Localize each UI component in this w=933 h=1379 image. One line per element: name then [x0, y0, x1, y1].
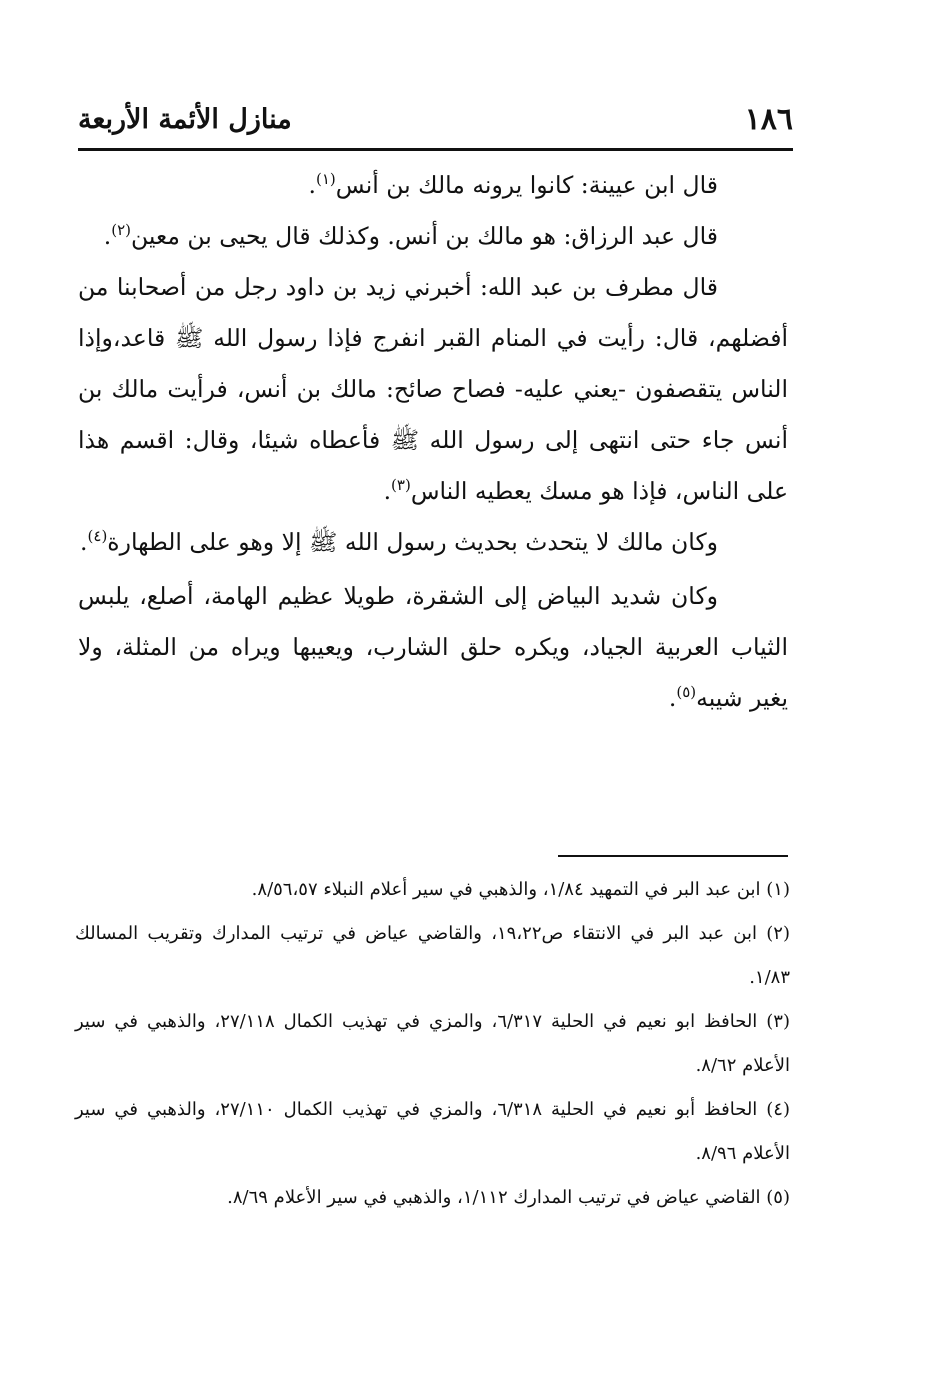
page-number: ١٨٦	[744, 102, 793, 137]
paragraph: قال عبد الرزاق: هو مالك بن أنس. وكذلك قال يحيى بن معين$^{(٢)}$.	[103, 221, 718, 250]
footnote: (٣) الحافظ ابو نعيم في الحلية ٦/٣١٧، والمزي في تهذيب الكمال ٢٧/١١٨، والذهبي في سير الأعلام ٨/٦٢.	[75, 1011, 790, 1076]
paragraph: وكان مالك لا يتحدث بحديث رسول الله ﷺ إلا وهو على الطهارة$^{(٤)}$.	[80, 527, 718, 556]
running-title: منازل الأئمة الأربعة	[78, 104, 292, 135]
footnote-ref: (٥)	[676, 683, 697, 701]
footnote: (٢) ابن عبد البر في الانتقاء ص١٩،٢٢، والقاضي عياض في ترتيب المدارك وتقريب المسالك ١/٨٣.	[75, 923, 790, 988]
paragraph: وكان شديد البياض إلى الشقرة، طويلا عظيم الهامة، أصلع، يلبس الثياب العربية الجياد، ويكره حلق الشارب، ويعيبها ويراه من المثلة، ولا يغير شيبه$^{(٥)}$.	[78, 582, 788, 712]
paragraph: قال مطرف بن عبد الله: أخبرني زيد بن داود رجل من أصحابنا من أفضلهم، قال: رأيت في المنام القبر انفرج فإذا رسول الله ﷺ قاعد،وإذا الناس يتقصفون -يعني عليه- فصاح صائح: مالك بن أنس، فرأيت مالك بن أنس جاء حتى انتهى إلى رسول الله ﷺ فأعطاه شيئا، وقال: اقسم هذا على الناس، فإذا هو مسك يعطيه الناس$^{(٣)}$.	[78, 273, 788, 505]
footnote-rule	[558, 855, 788, 857]
footnote-ref: (١)	[315, 170, 336, 188]
footnote: (٥) القاضي عياض في ترتيب المدارك ١/١١٢، والذهبي في سير الأعلام ٨/٦٩.	[227, 1187, 790, 1208]
paragraph: قال ابن عيينة: كانوا يرونه مالك بن أنس$^{(١)}$.	[308, 170, 718, 199]
footnote-ref: (٣)	[391, 476, 411, 494]
main-text	[78, 160, 788, 724]
header-rule	[78, 148, 793, 151]
footnotes	[75, 868, 790, 1220]
footnote-ref: (٢)	[111, 221, 132, 239]
footnote: (٤) الحافظ أبو نعيم في الحلية ٦/٣١٨، والمزي في تهذيب الكمال ٢٧/١١٠، والذهبي في سير الأعلام ٨/٩٦.	[75, 1099, 790, 1164]
page-header	[78, 100, 793, 148]
footnote: (١) ابن عبد البر في التمهيد ١/٨٤، والذهبي في سير أعلام النبلاء ٨/٥٦،٥٧.	[251, 879, 790, 900]
footnote-ref: (٤)	[87, 527, 108, 545]
